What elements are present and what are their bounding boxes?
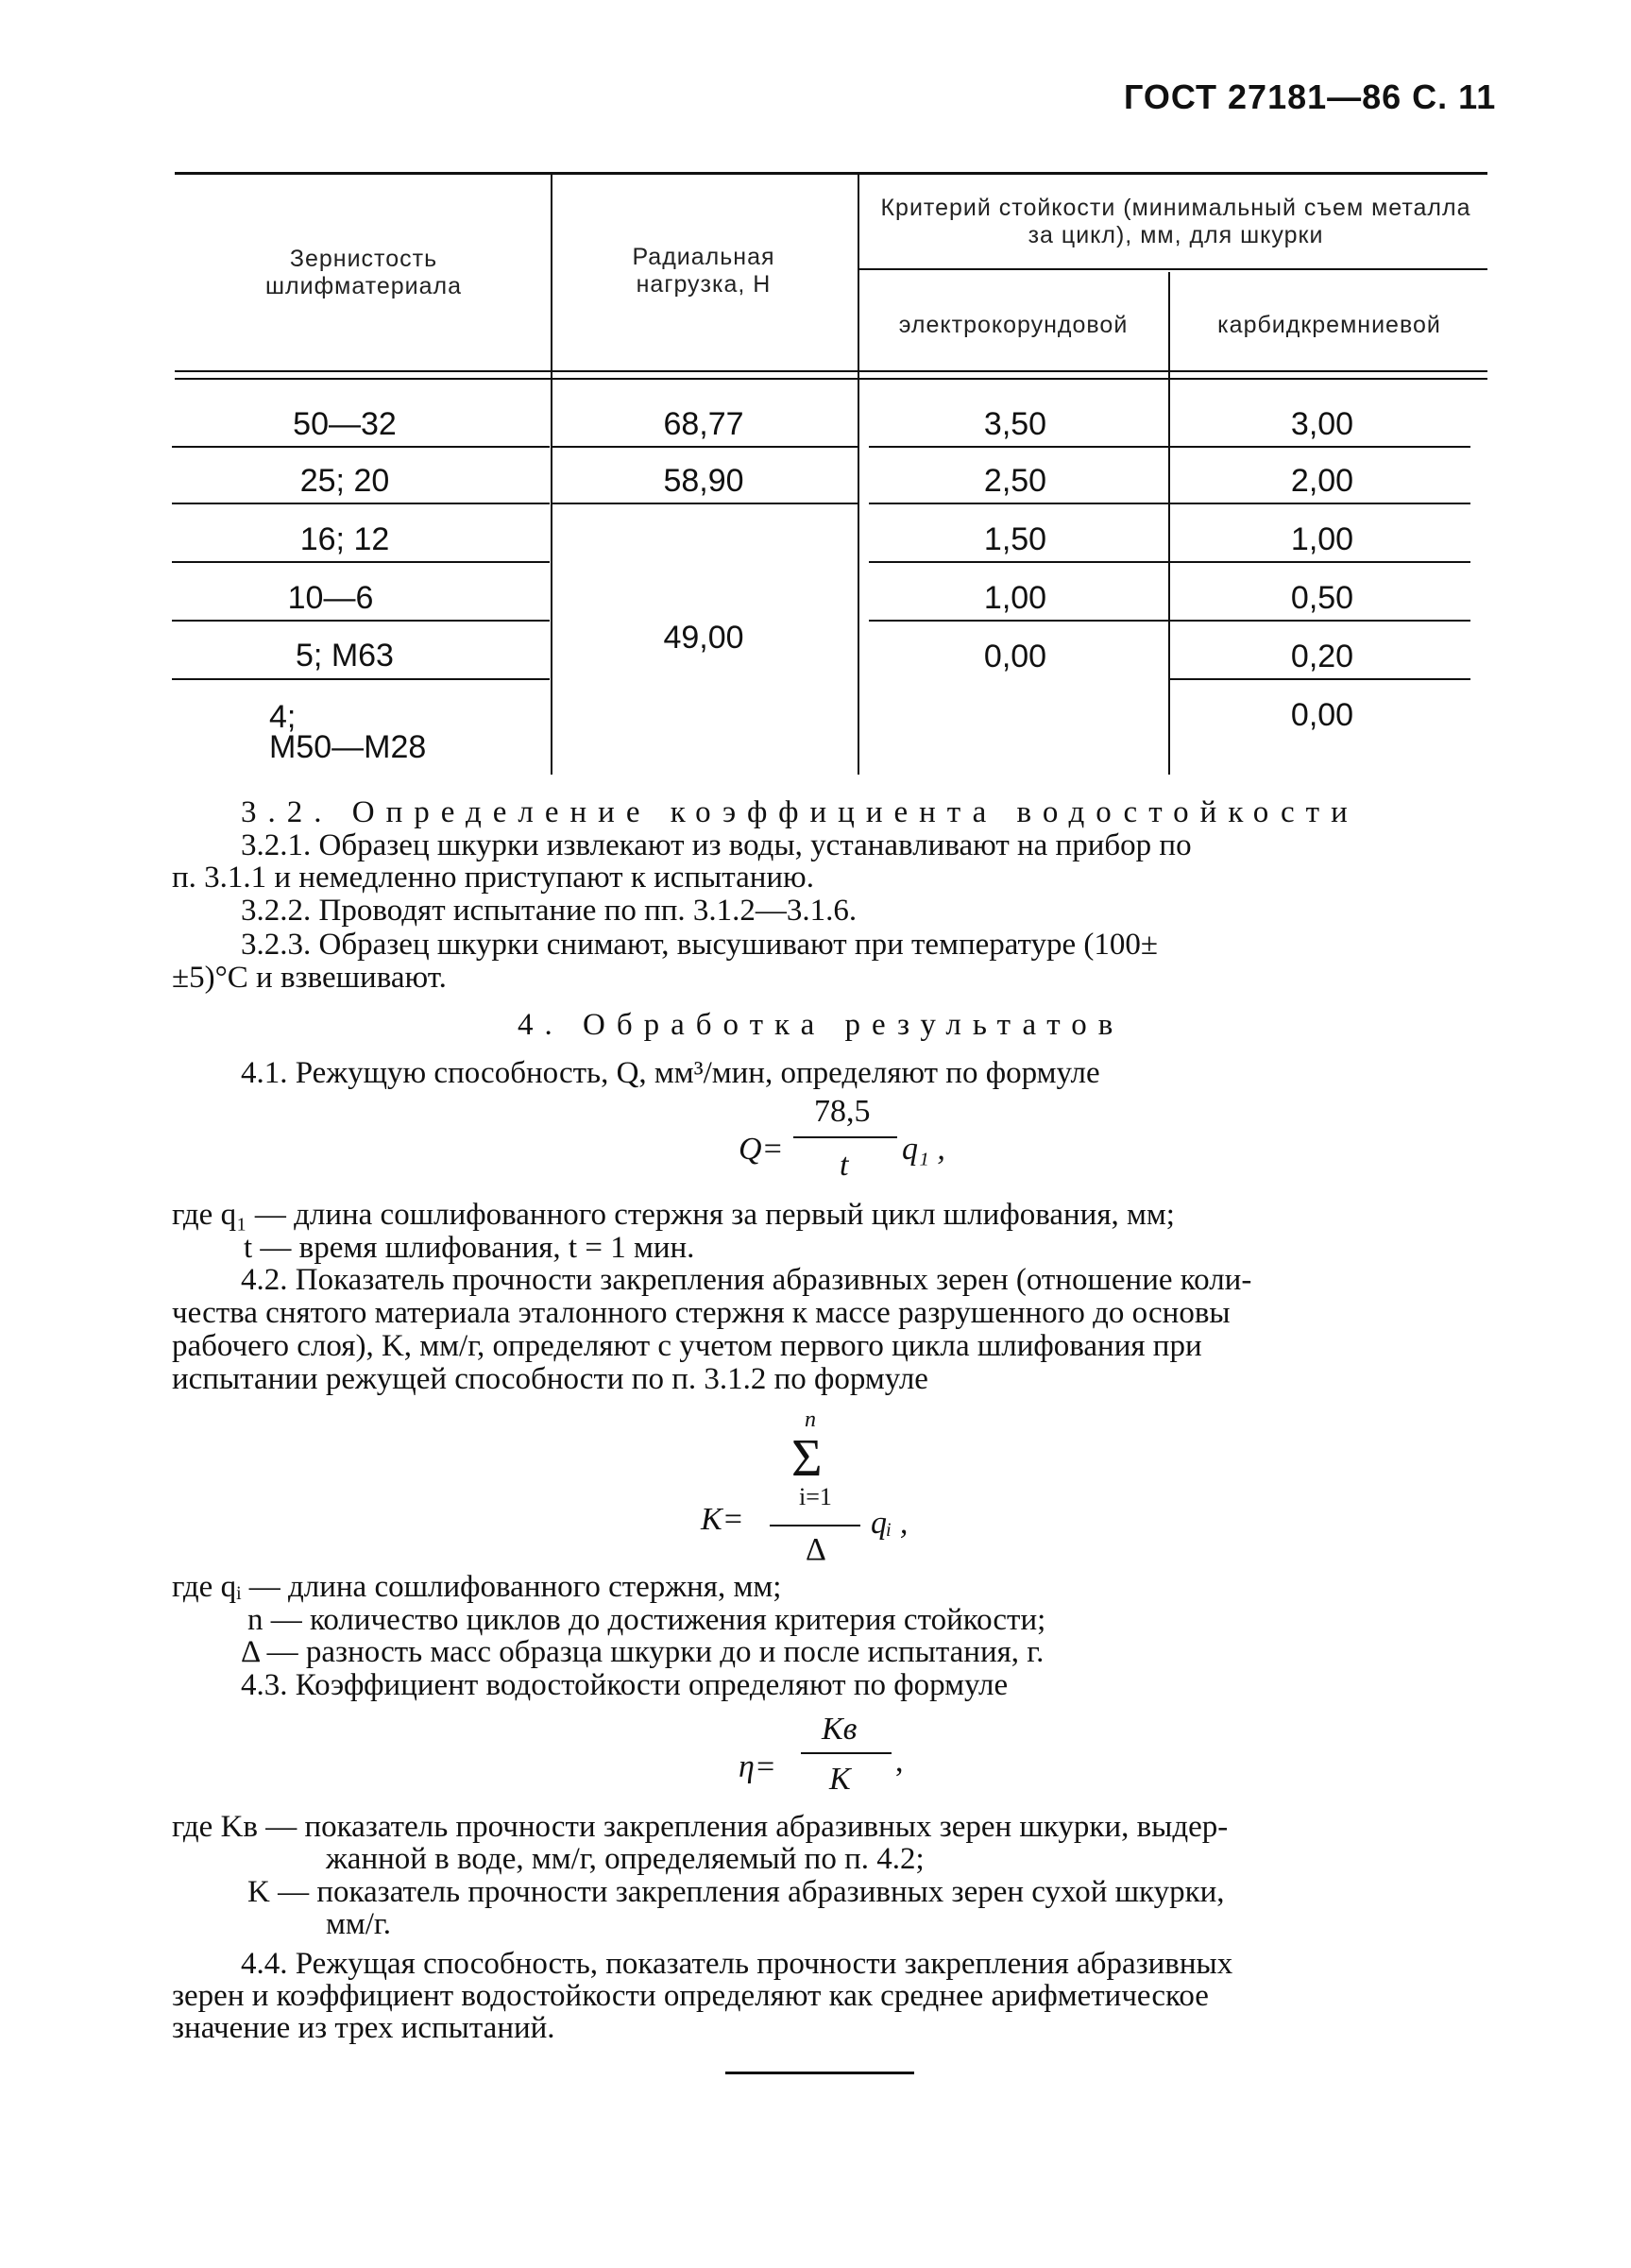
formula-lhs: Q= [739,1132,784,1167]
where-delta: Δ — разность масс образца шкурки до и после испытания, г. [241,1635,1045,1669]
row-rule-elec-1 [869,446,1168,448]
where-k-cont: мм/г. [326,1907,391,1941]
table-header-rule-2 [175,378,1487,380]
table-cell-grain: 4; [269,699,297,735]
row-rule-elec-2 [869,503,1168,504]
formula-rhs: , [895,1744,904,1779]
paragraph-3-2-3: 3.2.3. Образец шкурки снимают, высушивают при температуре (100± [241,928,1159,962]
where-qi: где qᵢ — длина сошлифованного стержня, мм; [172,1570,782,1604]
where-q1: где q₁ — длина сошлифованного стержня за первый цикл шлифования, мм; [172,1198,1175,1232]
table-top-rule [175,172,1487,175]
row-rule-elec-4 [869,620,1168,622]
table-cell-grain-2: М50—М28 [269,729,427,765]
table-cell-carbide: 0,00 [1290,697,1354,733]
table-cell-carbide: 0,50 [1290,580,1354,616]
paragraph-3-2-1: 3.2.1. Образец шкурки извлекают из воды, устанавливают на прибор по [241,828,1192,862]
paragraph-4-4: 4.4. Режущая способность, показатель прочности закрепления абразивных [241,1947,1233,1981]
table-cell-load: 68,77 [663,406,744,442]
header-load: Радиальная нагрузка, Н [632,244,775,298]
where-kv-cont: жанной в воде, мм/г, определяемый по п. 4.2; [326,1842,925,1876]
paragraph-4-4-line2: зерен и коэффициент водостойкости определяют как среднее арифметическое [172,1979,1209,2013]
header-grain: Зернистость шлифматериала [264,246,463,299]
row-rule-grain-4 [172,620,550,622]
table-cell-grain: 16; 12 [299,521,390,557]
sum-sign: Σ [791,1429,823,1488]
criterion-sub-rule [859,268,1487,270]
row-rule-load-2 [552,503,858,504]
paragraph-4-3: 4.3. Коэффициент водостойкости определяют по формуле [241,1668,1009,1702]
table-cell-load-merged: 49,00 [663,620,744,656]
header-criterion: Критерий стойкости (минимальный съем металла за цикл), мм, для шкурки [880,195,1471,248]
table-cell-electro: 1,00 [983,580,1047,616]
paragraph-3-2-3-cont: ±5)°С и взвешивают. [172,961,447,995]
table-cell-electro: 1,50 [983,521,1047,557]
formula-lhs: η= [739,1749,776,1784]
fraction-bar [801,1752,892,1754]
where-k: K — показатель прочности закрепления абразивных зерен сухой шкурки, [247,1875,1225,1909]
formula-numerator: 78,5 [814,1094,871,1129]
table-cell-grain: 5; М63 [296,638,394,674]
where-n: n — количество циклов до достижения критерия стойкости; [247,1603,1046,1637]
fraction-bar [793,1136,897,1138]
header-carbide: карбидкремниевой [1217,312,1441,338]
table-header-rule [175,370,1487,372]
table-cell-carbide: 0,20 [1290,639,1354,674]
row-rule-grain-2 [172,503,550,504]
end-rule [725,2072,914,2074]
paragraph-4-2-line2: чества снятого материала эталонного стержня к массе разрушенного до основы [172,1296,1231,1330]
row-rule-elec-3 [869,561,1168,563]
row-rule-carb-3 [1170,561,1470,563]
row-rule-carb-5 [1170,678,1470,680]
formula-denominator: Δ [806,1532,826,1567]
paragraph-4-2-line4: испытании режущей способности по п. 3.1.2 по формуле [172,1362,928,1396]
formula-rhs: q₁ , [902,1132,945,1167]
formula-rhs: qᵢ , [871,1506,909,1541]
row-rule-carb-4 [1170,620,1470,622]
table-cell-electro: 0,00 [983,639,1047,674]
row-rule-carb-1 [1170,446,1470,448]
where-t: t — время шлифования, t = 1 мин. [244,1231,695,1265]
page-header: ГОСТ 27181—86 С. 11 [1124,77,1497,116]
paragraph-4-2: 4.2. Показатель прочности закрепления абразивных зерен (отношение коли- [241,1263,1252,1297]
section-title: 3.2. Определение коэффициента водостойкости [241,795,1359,829]
where-kv: где Kв — показатель прочности закрепления абразивных зерен шкурки, выдер- [172,1810,1229,1844]
paragraph-4-2-line3: рабочего слоя), K, мм/г, определяют с учетом первого цикла шлифования при [172,1329,1202,1363]
paragraph-4-4-line3: значение из трех испытаний. [172,2011,555,2045]
section-title: 4. Обработка результатов [518,1008,1125,1042]
row-rule-load-1 [552,446,858,448]
table-cell-electro: 3,50 [983,406,1047,442]
fraction-bar [770,1525,860,1526]
table-cell-grain: 50—32 [293,406,397,442]
header-electro: электрокорундовой [898,312,1129,338]
paragraph-3-2-2: 3.2.2. Проводят испытание по пп. 3.1.2—3.1.6. [241,894,858,928]
vline-2 [858,174,859,775]
vline-1 [551,174,552,775]
formula-numerator: Kв [822,1712,858,1747]
vline-3 [1168,272,1170,775]
sum-upper-limit: n [805,1407,816,1432]
row-rule-grain-3 [172,561,550,563]
paragraph-4-1: 4.1. Режущую способность, Q, мм³/мин, определяют по формуле [241,1056,1100,1090]
formula-denominator: K [829,1762,851,1797]
table-cell-electro: 2,50 [983,463,1047,499]
table-cell-load: 58,90 [663,463,744,499]
table-cell-carbide: 1,00 [1290,521,1354,557]
formula-denominator: t [840,1148,849,1183]
formula-lhs: K= [701,1502,744,1537]
table-cell-carbide: 2,00 [1290,463,1354,499]
paragraph-3-2-1-cont: п. 3.1.1 и немедленно приступают к испытанию. [172,861,814,895]
table-cell-grain: 10—6 [287,580,374,616]
table-cell-grain: 25; 20 [299,463,390,499]
sum-lower-limit: i=1 [799,1483,832,1510]
row-rule-grain-1 [172,446,550,448]
table-cell-carbide: 3,00 [1290,406,1354,442]
row-rule-grain-5 [172,678,550,680]
row-rule-carb-2 [1170,503,1470,504]
